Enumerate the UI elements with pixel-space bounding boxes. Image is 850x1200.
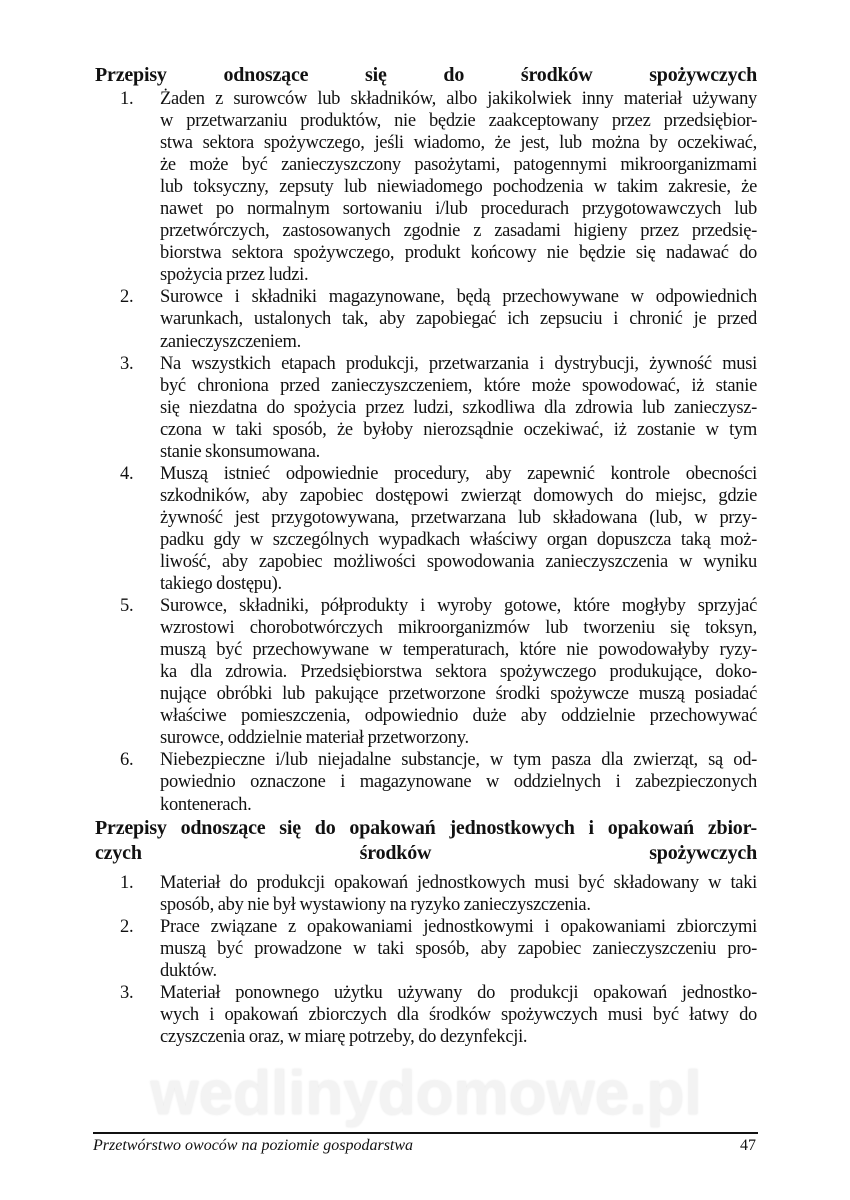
text-line: sposób, aby nie był wystawiony na ryzyko zanieczyszczenia. xyxy=(160,894,591,915)
text-line: się niezdatna do spożycia przez ludzi, szkodliwa dla zdrowia lub zanieczysz- xyxy=(160,397,757,418)
text-line: przetwórczych, zastosowanych zgodnie z zasadami higieny przez przedsię- xyxy=(160,221,757,242)
text-line: kontenerach. xyxy=(160,794,252,815)
text-line: stanie skonsumowana. xyxy=(160,441,320,462)
text-line: Niebezpieczne i/lub niejadalne substancje, w tym pasza dla zwierząt, są od- xyxy=(160,750,757,771)
text-line: zanieczyszczeniem. xyxy=(160,331,301,352)
text-line: spożycia przez ludzi. xyxy=(160,265,309,286)
text-line: surowce, oddzielnie materiał przetworzony. xyxy=(160,728,469,749)
section-heading-line: Przepisy odnoszące się do środków spożywczych xyxy=(95,64,757,86)
list-item xyxy=(120,749,757,815)
list-item xyxy=(120,88,757,286)
list-item-number: 1. xyxy=(120,872,134,893)
list-item-number: 3. xyxy=(120,982,134,1003)
text-line: Na wszystkich etapach produkcji, przetwarzania i dystrybucji, żywność musi xyxy=(160,353,757,374)
text-line: Materiał do produkcji opakowań jednostkowych musi być składowany w taki xyxy=(160,872,757,893)
list-item xyxy=(120,286,757,352)
document-page xyxy=(95,63,757,1048)
list-item-number: 2. xyxy=(120,287,134,308)
text-line: warunkach, ustalonych tak, aby zapobiegać ich zepsuciu i chronić je przed xyxy=(160,309,757,330)
text-line: takiego dostępu). xyxy=(160,574,282,595)
list-item-number: 6. xyxy=(120,750,134,771)
text-line: właściwe pomieszczenia, odpowiednio duże aby oddzielnie przechowywać xyxy=(160,706,757,727)
list-item xyxy=(120,595,757,749)
section-heading-line: czych środków spożywczych xyxy=(95,841,757,864)
text-line: szkodników, aby zapobiec dostępowi zwierząt domowych do miejsc, gdzie xyxy=(160,485,757,506)
text-line: ka dla zdrowia. Przedsiębiorstwa sektora spożywczego produkujące, doko- xyxy=(160,662,757,683)
numbered-list xyxy=(120,872,757,1048)
section-heading-line: Przepisy odnoszące się do opakowań jednostkowych i opakowań zbior- xyxy=(95,816,757,839)
text-line: duktów. xyxy=(160,960,217,981)
text-line: powiednio oznaczone i magazynowane w oddzielnych i zabezpieczonych xyxy=(160,772,757,793)
text-line: stwa sektora spożywczego, jeśli wiadomo, że jest, lub można by oczekiwać, xyxy=(160,133,757,154)
list-item-number: 5. xyxy=(120,596,134,617)
text-line: lub toksyczny, zepsuty lub niewiadomego pochodzenia w takim zakresie, że xyxy=(160,177,757,198)
text-line: Żaden z surowców lub składników, albo jakikolwiek inny materiał używany xyxy=(160,89,757,109)
text-line: wzrostowi chorobotwórczych mikroorganizmów lub tworzeniu się toksyn, xyxy=(160,618,757,639)
text-line: biorstwa sektora spożywczego, produkt końcowy nie będzie się nadawać do xyxy=(160,243,757,264)
list-item xyxy=(120,982,757,1048)
text-line: w przetwarzaniu produktów, nie będzie zaakceptowany przez przedsiębior- xyxy=(160,111,757,132)
footer-title: Przetwórstwo owoców na poziomie gospodarstwa xyxy=(93,1137,414,1154)
text-line: Prace związane z opakowaniami jednostkowymi i opakowaniami zbiorczymi xyxy=(160,916,757,937)
text-line: Muszą istnieć odpowiednie procedury, aby zapewnić kontrole obecności xyxy=(160,463,757,484)
list-item xyxy=(120,463,757,595)
text-line: Surowce i składniki magazynowane, będą przechowywane w odpowiednich xyxy=(160,287,757,308)
text-line: Surowce, składniki, półprodukty i wyroby gotowe, które mogłyby sprzyjać xyxy=(160,596,757,617)
list-item xyxy=(120,353,757,463)
text-line: czona w taki sposób, że byłoby nierozsądnie oczekiwać, iż zostanie w tym xyxy=(160,419,757,440)
text-line: muszą być przechowywane w temperaturach, które nie powodowałyby ryzy- xyxy=(160,640,757,661)
list-item-number: 2. xyxy=(120,916,134,937)
list-item xyxy=(120,872,757,916)
text-line: nawet po normalnym sortowaniu i/lub procedurach przygotowawczych lub xyxy=(160,199,757,220)
text-line: padku gdy w szczególnych wypadkach właściwy organ dopuszcza taką moż- xyxy=(160,529,757,550)
list-item-number: 3. xyxy=(120,353,134,374)
list-item-number: 4. xyxy=(120,463,134,484)
section-heading xyxy=(95,816,757,866)
text-line: wych i opakowań zbiorczych dla środków spożywczych musi być łatwy do xyxy=(160,1004,757,1025)
page-number: 47 xyxy=(740,1137,756,1154)
text-line: że może być zanieczyszczony pasożytami, patogennymi mikroorganizmami xyxy=(160,155,757,176)
text-line: muszą być prowadzone w taki sposób, aby zapobiec zanieczyszczeniu pro- xyxy=(160,938,757,959)
list-item-number: 1. xyxy=(120,89,134,109)
watermark: wedlinydomowe.pl xyxy=(150,1059,702,1128)
numbered-list xyxy=(120,88,757,816)
text-line: czyszczenia oraz, w miarę potrzeby, do dezynfekcji. xyxy=(160,1026,528,1047)
text-line: żywność jest przygotowywana, przetwarzana lub składowana (lub, w przy- xyxy=(160,507,757,528)
footer-divider xyxy=(93,1132,758,1134)
section-heading xyxy=(95,63,757,88)
text-line: nujące obróbki lub pakujące przetworzone środki spożywcze muszą posiadać xyxy=(160,684,757,705)
text-line: liwość, aby zapobiec możliwości spowodowania zanieczyszczenia w wyniku xyxy=(160,551,757,572)
text-line: być chroniona przed zanieczyszczeniem, które może spowodować, iż stanie xyxy=(160,375,757,396)
list-item xyxy=(120,916,757,982)
text-line: Materiał ponownego użytku używany do produkcji opakowań jednostko- xyxy=(160,982,757,1003)
